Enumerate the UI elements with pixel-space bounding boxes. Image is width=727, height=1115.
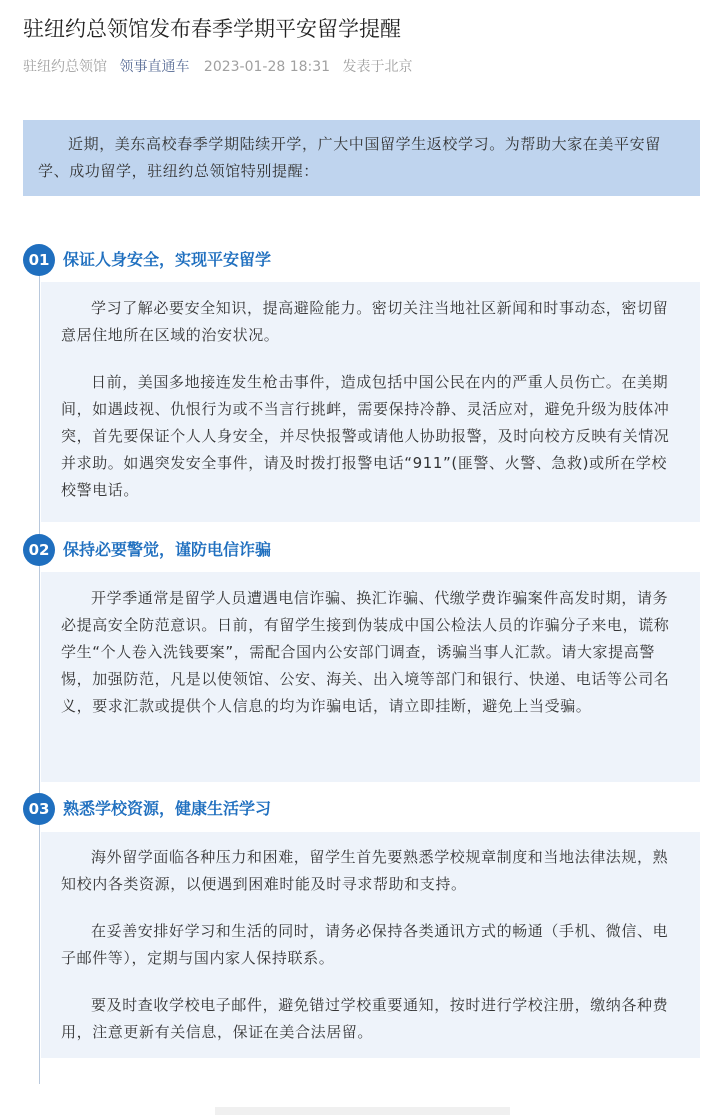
section-number-badge: 03 (23, 793, 55, 825)
section-body-3 (41, 832, 700, 1058)
author-name: 驻纽约总领馆 (23, 59, 107, 75)
section-paragraph: 海外留学面临各种压力和困难，留学生首先要熟悉学校规章制度和当地法律法规，熟知校内各类资源，以便遇到困难时能及时寻求帮助和支持。 (61, 848, 669, 893)
intro-box: 近期，美东高校春季学期陆续开学，广大中国留学生返校学习。为帮助大家在美平安留学、成功留学，驻纽约总领馆特别提醒： (23, 120, 700, 196)
article-meta (23, 57, 421, 77)
section-header-3 (23, 793, 683, 827)
section-paragraph: 开学季通常是留学人员遭遇电信诈骗、换汇诈骗、代缴学费诈骗案件高发时期，请务必提高安全防范意识。日前，有留学生接到伪装成中国公检法人员的诈骗分子来电，谎称学生“个人卷入洗钱要案”，需配合国内公安部门调查，诱骗当事人汇款。请大家提高警惕，加强防范，凡是以使领馆、公安、海关、出入境等部门和银行、快递、电话等公司名义，要求汇款或提供个人信息的均为诈骗电话，请立即挂断，避免上当受骗。 (61, 589, 670, 715)
article-title: 驻纽约总领馆发布春季学期平安留学提醒 (23, 17, 401, 41)
account-link[interactable]: 领事直通车 (119, 59, 190, 75)
section-body-2 (41, 572, 700, 782)
section-body-1 (41, 282, 700, 522)
publish-location: 发表于北京 (342, 59, 413, 75)
section-title: 熟悉学校资源，健康生活学习 (63, 799, 272, 818)
timeline-line (39, 262, 40, 1084)
section-number-badge: 01 (23, 244, 55, 276)
section-title: 保证人身安全，实现平安留学 (63, 250, 272, 269)
section-paragraph: 在妥善安排好学习和生活的同时，请务必保持各类通讯方式的畅通（手机、微信、电子邮件等），定期与国内家人保持联系。 (61, 922, 669, 967)
publish-time: 2023-01-28 18:31 (203, 59, 331, 75)
section-title: 保持必要警觉，谨防电信诈骗 (63, 540, 272, 559)
section-paragraph: 要及时查收学校电子邮件，避免错过学校重要通知，按时进行学校注册，缴纳各种费用，注意更新有关信息，保证在美合法居留。 (61, 996, 669, 1041)
section-header-1 (23, 244, 683, 278)
section-paragraph: 日前，美国多地接连发生枪击事件，造成包括中国公民在内的严重人员伤亡。在美期间，如遇歧视、仇恨行为或不当言行挑衅，需要保持冷静、灵活应对，避免升级为肢体冲突，首先要保证个人人身安全，并尽快报警或请他人协助报警，及时向校方反映有关情况并求助。如遇突发安全事件，请及时拨打报警电话“911”(匪警、火警、急救)或所在学校校警电话。 (61, 373, 670, 499)
bottom-bar (215, 1107, 510, 1115)
section-header-2 (23, 534, 683, 568)
section-number-badge: 02 (23, 534, 55, 566)
section-paragraph: 学习了解必要安全知识，提高避险能力。密切关注当地社区新闻和时事动态，密切留意居住地所在区域的治安状况。 (61, 299, 669, 344)
